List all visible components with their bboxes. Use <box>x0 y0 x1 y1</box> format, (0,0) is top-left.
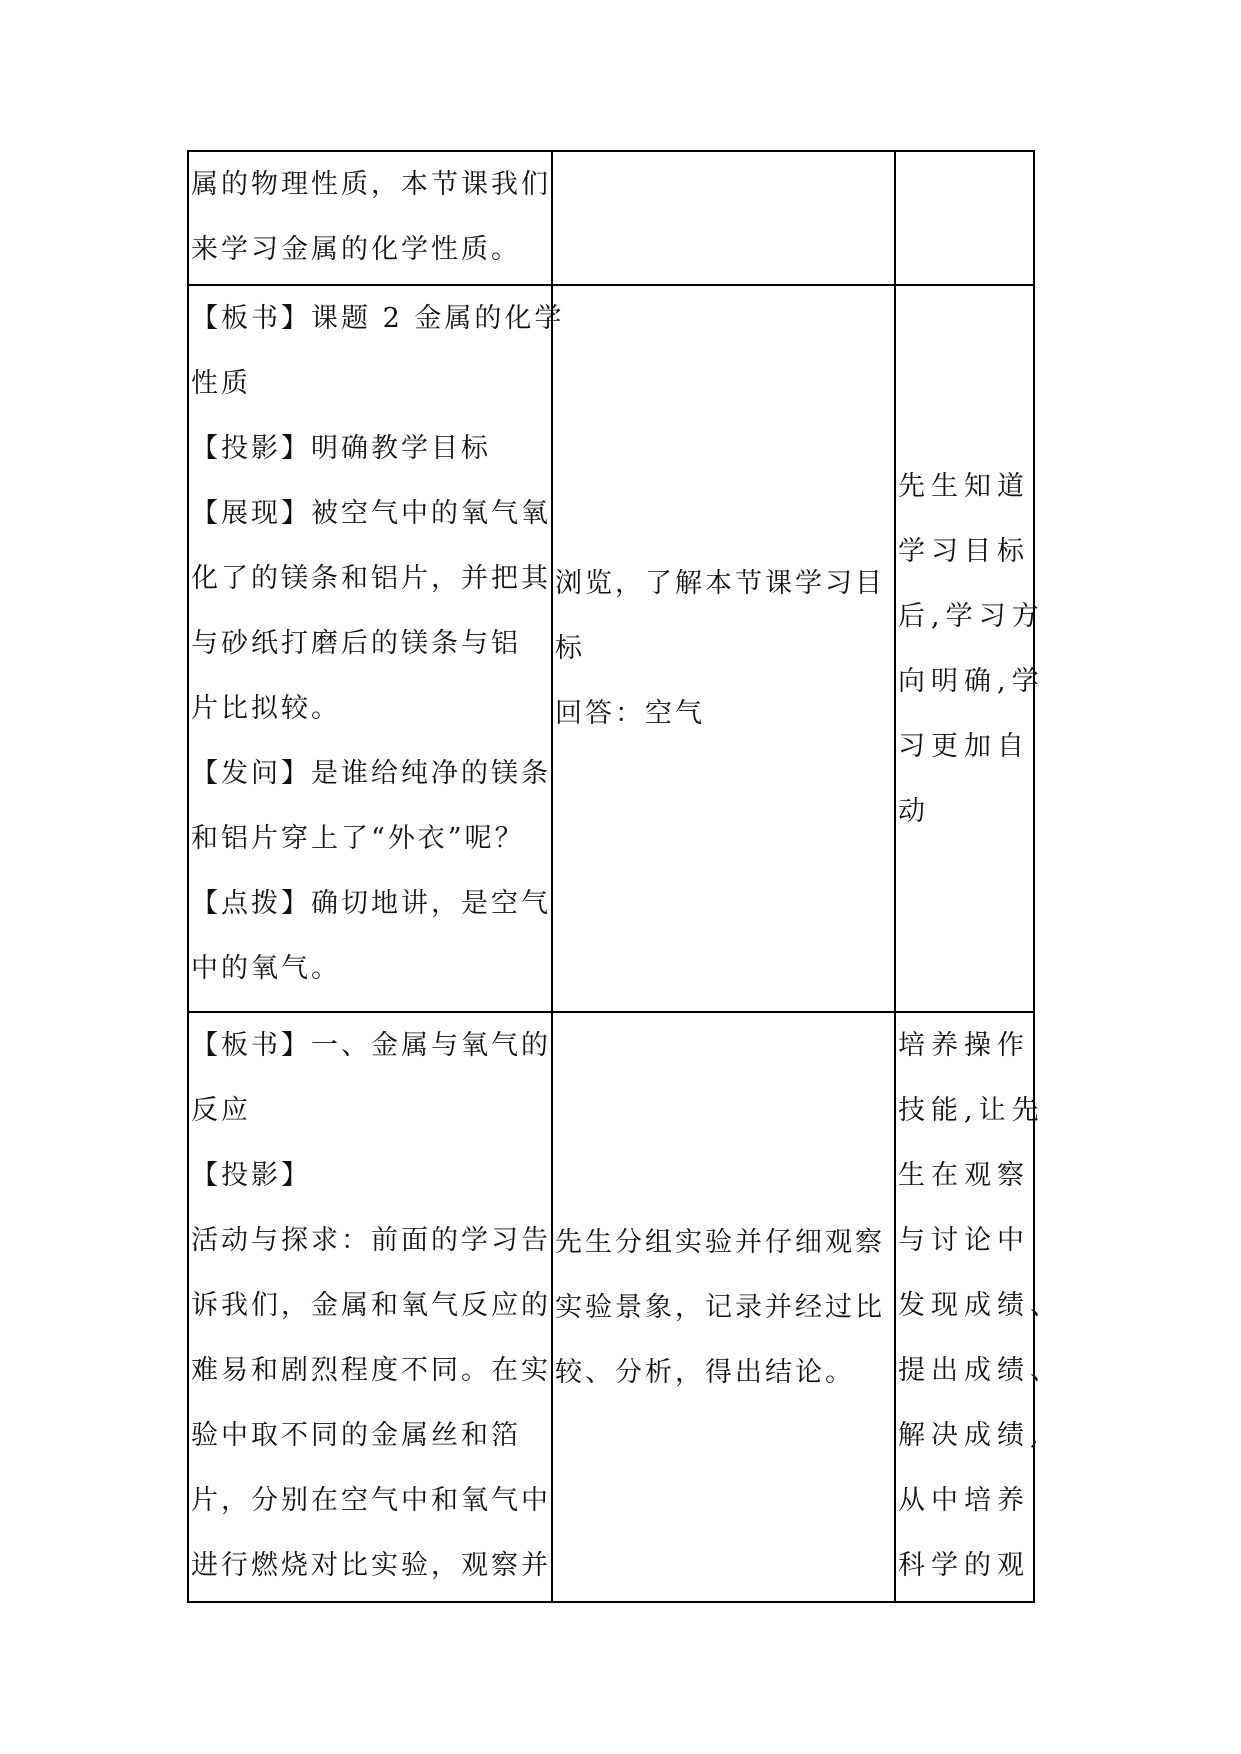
text-line: 诉我们，金属和氧气反应的 <box>191 1290 551 1321</box>
teacher-activity-cell <box>188 285 565 1012</box>
student-activity-cell <box>552 151 895 285</box>
text-line: 片，分别在空气中和氧气中 <box>191 1485 551 1516</box>
text-line: 先生知道 <box>898 470 1030 502</box>
text-line: 浏览，了解本节课学习目 <box>555 568 885 599</box>
teacher-activity-cell <box>188 1012 552 1602</box>
text-line: 后,学习方 <box>898 600 1045 632</box>
text-line: 【板书】课题 2 金属的化学 <box>191 303 565 334</box>
text-line: 性质 <box>191 368 251 399</box>
text-line: 【发问】是谁给纯净的镁条 <box>191 758 551 789</box>
text-line: 解决成绩, <box>898 1420 1045 1451</box>
text-line: 与砂纸打磨后的镁条与铝 <box>191 628 521 659</box>
design-purpose-cell <box>895 151 1034 285</box>
text-line: 和铝片穿上了“外衣”呢？ <box>191 823 525 854</box>
text-line: 中的氧气。 <box>191 953 341 984</box>
table-row <box>188 1012 1034 1602</box>
text-line: 生在观察 <box>898 1160 1030 1191</box>
text-line: 较、分析，得出结论。 <box>555 1356 855 1388</box>
text-line: 反应 <box>191 1095 251 1126</box>
text-line: 回答：空气 <box>555 698 705 729</box>
text-line: 【投影】 <box>191 1160 311 1191</box>
text-line: 学习目标 <box>898 535 1030 567</box>
text-line: 培养操作 <box>898 1030 1030 1061</box>
text-line: 【投影】明确教学目标 <box>191 433 491 464</box>
text-line: 与讨论中 <box>898 1225 1030 1256</box>
text-line: 【点拨】确切地讲，是空气 <box>191 888 551 919</box>
student-activity-cell <box>552 285 895 1012</box>
text-line: 活动与探求：前面的学习告 <box>191 1225 551 1256</box>
text-line: 发现成绩、 <box>898 1290 1063 1321</box>
teacher-activity-cell <box>188 151 552 285</box>
text-line: 技能,让先 <box>898 1095 1045 1126</box>
student-activity-cell <box>552 1012 895 1602</box>
text-line: 化了的镁条和铝片，并把其 <box>191 563 551 594</box>
text-line: 科学的观 <box>898 1550 1030 1581</box>
text-line: 难易和剧烈程度不同。在实 <box>191 1355 551 1386</box>
text-line: 片比拟较。 <box>191 693 341 724</box>
design-purpose-cell <box>895 1012 1063 1602</box>
text-line: 从中培养 <box>898 1485 1030 1516</box>
text-line: 进行燃烧对比实验，观察并 <box>191 1550 551 1581</box>
text-line: 习更加自 <box>898 730 1030 762</box>
text-line: 动 <box>898 795 931 827</box>
text-line: 【板书】一、金属与氧气的 <box>191 1030 551 1061</box>
text-line: 属的物理性质，本节课我们 <box>191 169 551 200</box>
table-row <box>188 151 1034 285</box>
text-line: 【展现】被空气中的氧气氧 <box>191 498 551 529</box>
text-line: 提出成绩、 <box>898 1355 1063 1386</box>
table-row <box>188 285 1034 1012</box>
lesson-plan-table <box>187 150 1063 1603</box>
text-line: 来学习金属的化学性质。 <box>191 234 521 265</box>
design-purpose-cell <box>895 285 1045 1012</box>
text-line: 向明确,学 <box>898 665 1045 697</box>
text-line: 实验景象，记录并经过比 <box>555 1291 885 1323</box>
text-line: 标 <box>555 633 585 664</box>
text-line: 先生分组实验并仔细观察 <box>555 1226 885 1258</box>
text-line: 验中取不同的金属丝和箔 <box>191 1420 521 1451</box>
